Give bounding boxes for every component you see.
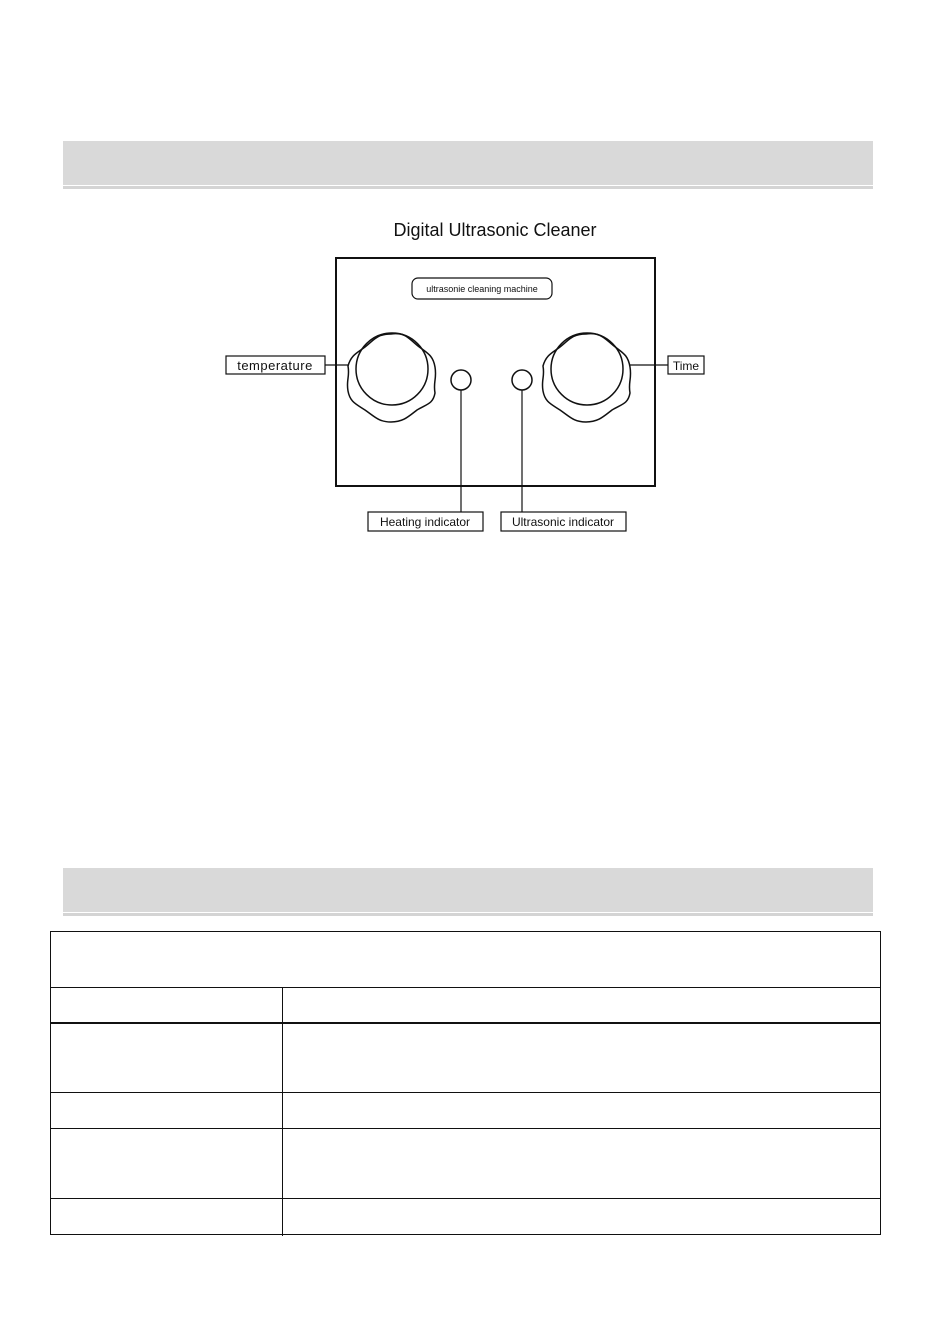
section-divider bbox=[63, 913, 873, 916]
table-row-value bbox=[283, 988, 880, 1022]
table-row-value bbox=[283, 1199, 880, 1234]
ultrasonic-indicator-label: Ultrasonic indicator bbox=[511, 515, 615, 529]
time-knob-face bbox=[551, 333, 623, 405]
table-caption bbox=[51, 932, 882, 987]
section-divider bbox=[63, 186, 873, 189]
heating-indicator-light bbox=[451, 370, 471, 390]
table-row-label bbox=[51, 1199, 282, 1234]
heating-indicator-label: Heating indicator bbox=[379, 515, 471, 529]
ultrasonic-indicator-light bbox=[512, 370, 532, 390]
table-row-value bbox=[283, 1129, 880, 1198]
table-row-value bbox=[283, 1093, 880, 1128]
time-knob[interactable] bbox=[542, 333, 630, 422]
temperature-knob[interactable] bbox=[347, 333, 435, 422]
table-row-label bbox=[51, 988, 282, 1022]
table-row-value bbox=[283, 1023, 880, 1092]
specification-table bbox=[50, 931, 881, 1235]
time-knob-outer bbox=[542, 334, 630, 422]
temperature-knob-outer bbox=[347, 334, 435, 422]
section-header-bar bbox=[63, 868, 873, 912]
section-header-bar bbox=[63, 141, 873, 185]
table-row-label bbox=[51, 1023, 282, 1092]
table-row-label bbox=[51, 1093, 282, 1128]
time-label: Time bbox=[672, 359, 700, 373]
nameplate-label: ultrasonie cleaning machine bbox=[426, 284, 538, 294]
temperature-label: temperature bbox=[237, 358, 313, 373]
control-panel-diagram bbox=[215, 210, 715, 540]
temperature-knob-face bbox=[356, 333, 428, 405]
table-row-label bbox=[51, 1129, 282, 1198]
diagram-title: Digital Ultrasonic Cleaner bbox=[393, 220, 597, 240]
